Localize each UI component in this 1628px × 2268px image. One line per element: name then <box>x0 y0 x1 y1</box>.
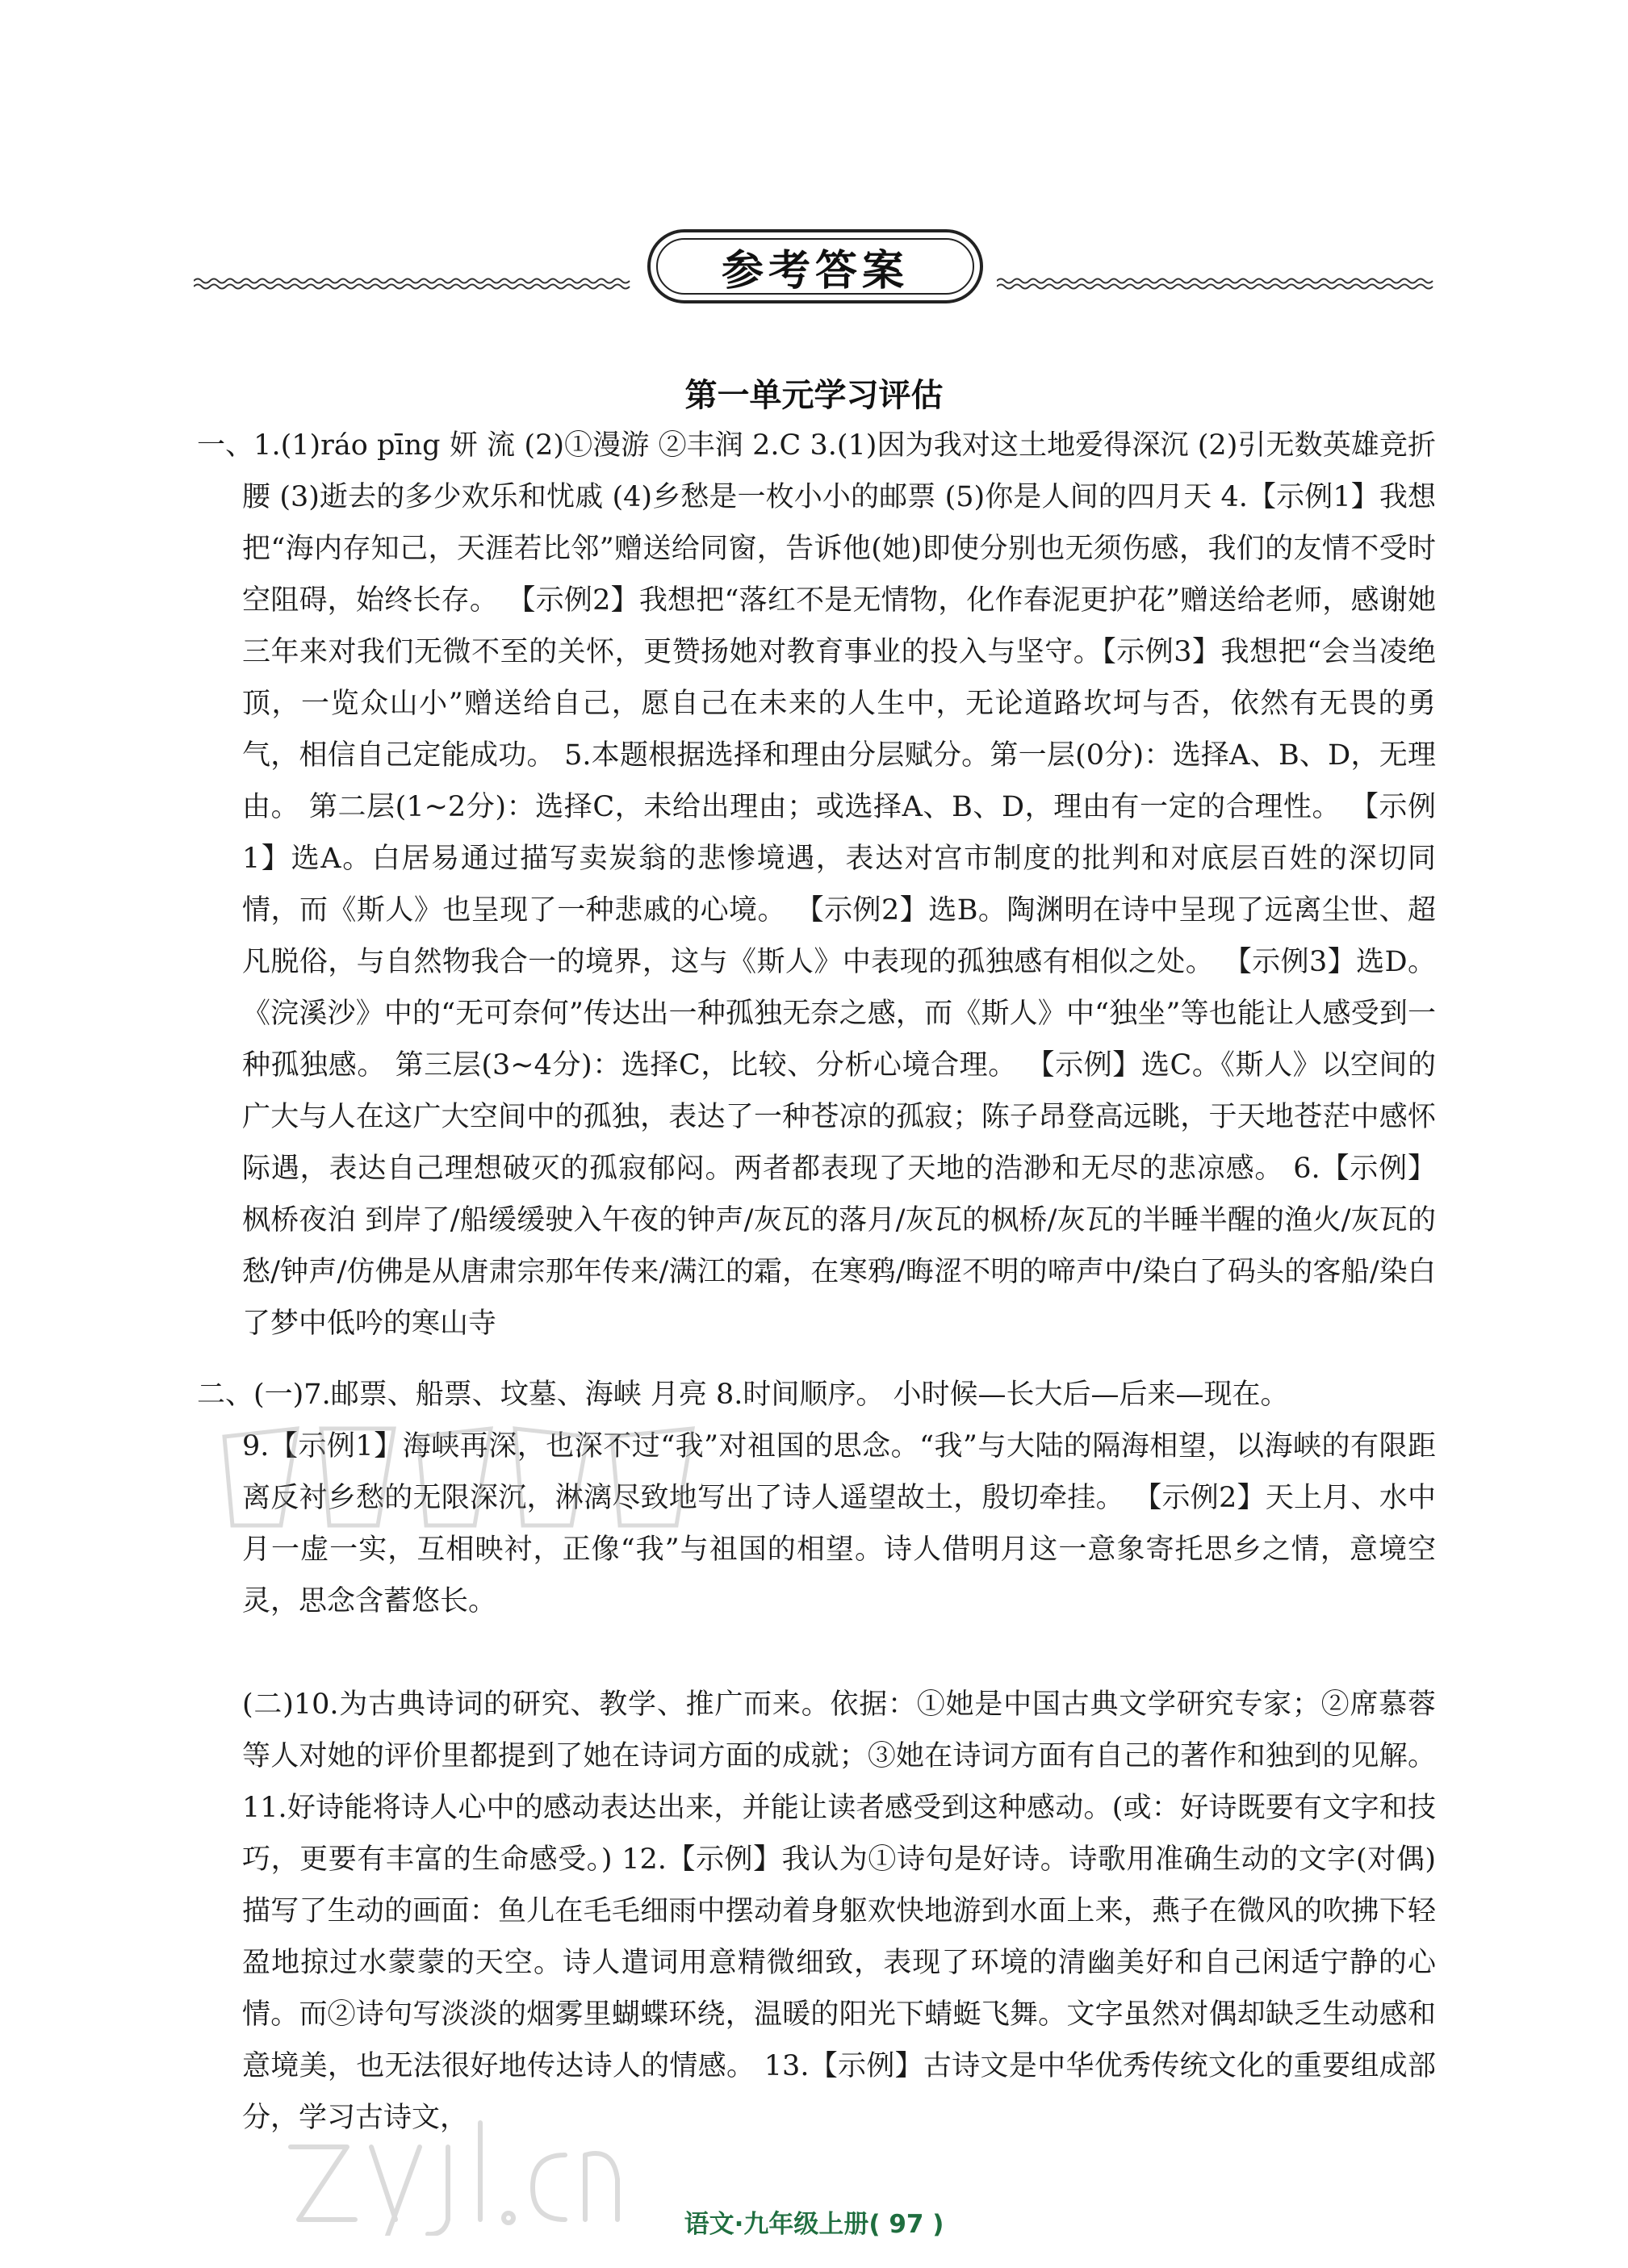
answer-block-part3 <box>197 1679 1436 2144</box>
answer-block-part1 <box>197 420 1436 1350</box>
page-footer: 语文·九年级上册( 97 ) <box>684 2210 944 2239</box>
watermark-outline-logo <box>208 1404 709 1542</box>
answer-paragraph-9: 9.【示例1】海峡再深，也深不过“我”对祖国的思念。“我”与大陆的隔海相望，以海峡的有限距离反衬乡愁的无限深沉，淋漓尽致地写出了诗人遥望故土，殷切牵挂。 【示例2】天上月、水中月一虚一实，互相映衬，正像“我”与祖国的相望。诗人借明月这一意象寄托思乡之情，意境空灵，思念含蓄悠长。 <box>242 1430 1436 1617</box>
wavy-rule-left <box>194 276 634 292</box>
wavy-rule-right <box>997 276 1437 292</box>
page-title: 参考答案 <box>721 246 909 295</box>
answer-paragraph-part1: 一、1.(1)ráo pīng 妍 流 (2)①漫游 ②丰润 2.C 3.(1)因为我对这土地爱得深沉 (2)引无数英雄竞折腰 (3)逝去的多少欢乐和忧戚 (4)乡愁是一枚小小的邮票 (5)你是人间的四月天 4.【示例1】我想把“海内存知己，天涯若比邻”赠送给同窗，告诉他(她)即使分别也无须伤感，我们的友情不受时空阻碍，始终长存。 【示例2】我想把“落红不是无情物，化作春泥更护花”赠送给老师，感谢她三年来对我们无微不至的关怀，更赞扬她对教育事业的投入与坚守。【示例3】我想把“会当凌绝顶，一览众山小”赠送给自己，愿自己在未来的人生中，无论道路坎坷与否，依然有无畏的勇气，相信自己定能成功。 5.本题根据选择和理由分层赋分。第一层(0分)：选择A、B、D，无理由。 第二层(1~2分)：选择C，未给出理由；或选择A、B、D，理由有一定的合理性。 【示例1】选A。白居易通过描写卖炭翁的悲惨境遇，表达对宫市制度的批判和对底层百姓的深切同情，而《斯人》也呈现了一种悲戚的心境。 【示例2】选B。陶渊明在诗中呈现了远离尘世、超凡脱俗，与自然物我合一的境界，这与《斯人》中表现的孤独感有相似之处。 【示例3】选D。《浣溪沙》中的“无可奈何”传达出一种孤独无奈之感，而《斯人》中“独坐”等也能让人感受到一种孤独感。 第三层(3~4分)：选择C，比较、分析心境合理。 【示例】选C。《斯人》以空间的广大与人在这广大空间中的孤独，表达了一种苍凉的孤寂；陈子昂登高远眺，于天地苍茫中感怀际遇，表达自己理想破灭的孤寂郁闷。两者都表现了天地的浩渺和无尽的悲凉感。 6.【示例】枫桥夜泊 到岸了/船缓缓驶入午夜的钟声/灰瓦的落月/灰瓦的枫桥/灰瓦的半睡半醒的渔火/灰瓦的愁/钟声/仿佛是从唐肃宗那年传来/满江的霜，在寒鸦/晦涩不明的啼声中/染白了码头的客船/染白了梦中低吟的寒山寺 <box>197 429 1436 1340</box>
section-title: 第一单元学习评估 <box>684 377 944 414</box>
answer-banner <box>194 228 1437 316</box>
answer-line-7-8: 二、(一)7.邮票、船票、坟墓、海峡 月亮 8.时间顺序。 小时候—长大后—后来—现在。 <box>197 1379 1289 1411</box>
answer-paragraph-10-13: (二)10.为古典诗词的研究、教学、推广而来。依据：①她是中国古典文学研究专家；②席慕蓉等人对她的评价里都提到了她在诗词方面的成就；③她在诗词方面有自己的著作和独到的见解。 11.好诗能将诗人心中的感动表达出来，并能让读者感受到这种感动。(或：好诗既要有文字和技巧，更要有丰富的生命感受。) 12.【示例】我认为①诗句是好诗。诗歌用准确生动的文字(对偶)描写了生动的画面：鱼儿在毛毛细雨中摆动着身躯欢快地游到水面上来，燕子在微风的吹拂下轻盈地掠过水蒙蒙的天空。诗人遣词用意精微细致，表现了环境的清幽美好和自己闲适宁静的心情。而②诗句写淡淡的烟雾里蝴蝶环绕，温暖的阳光下蜻蜓飞舞。文字虽然对偶却缺乏生动感和意境美，也无法很好地传达诗人的情感。 13.【示例】古诗文是中华优秀传统文化的重要组成部分，学习古诗文， <box>242 1688 1436 2134</box>
